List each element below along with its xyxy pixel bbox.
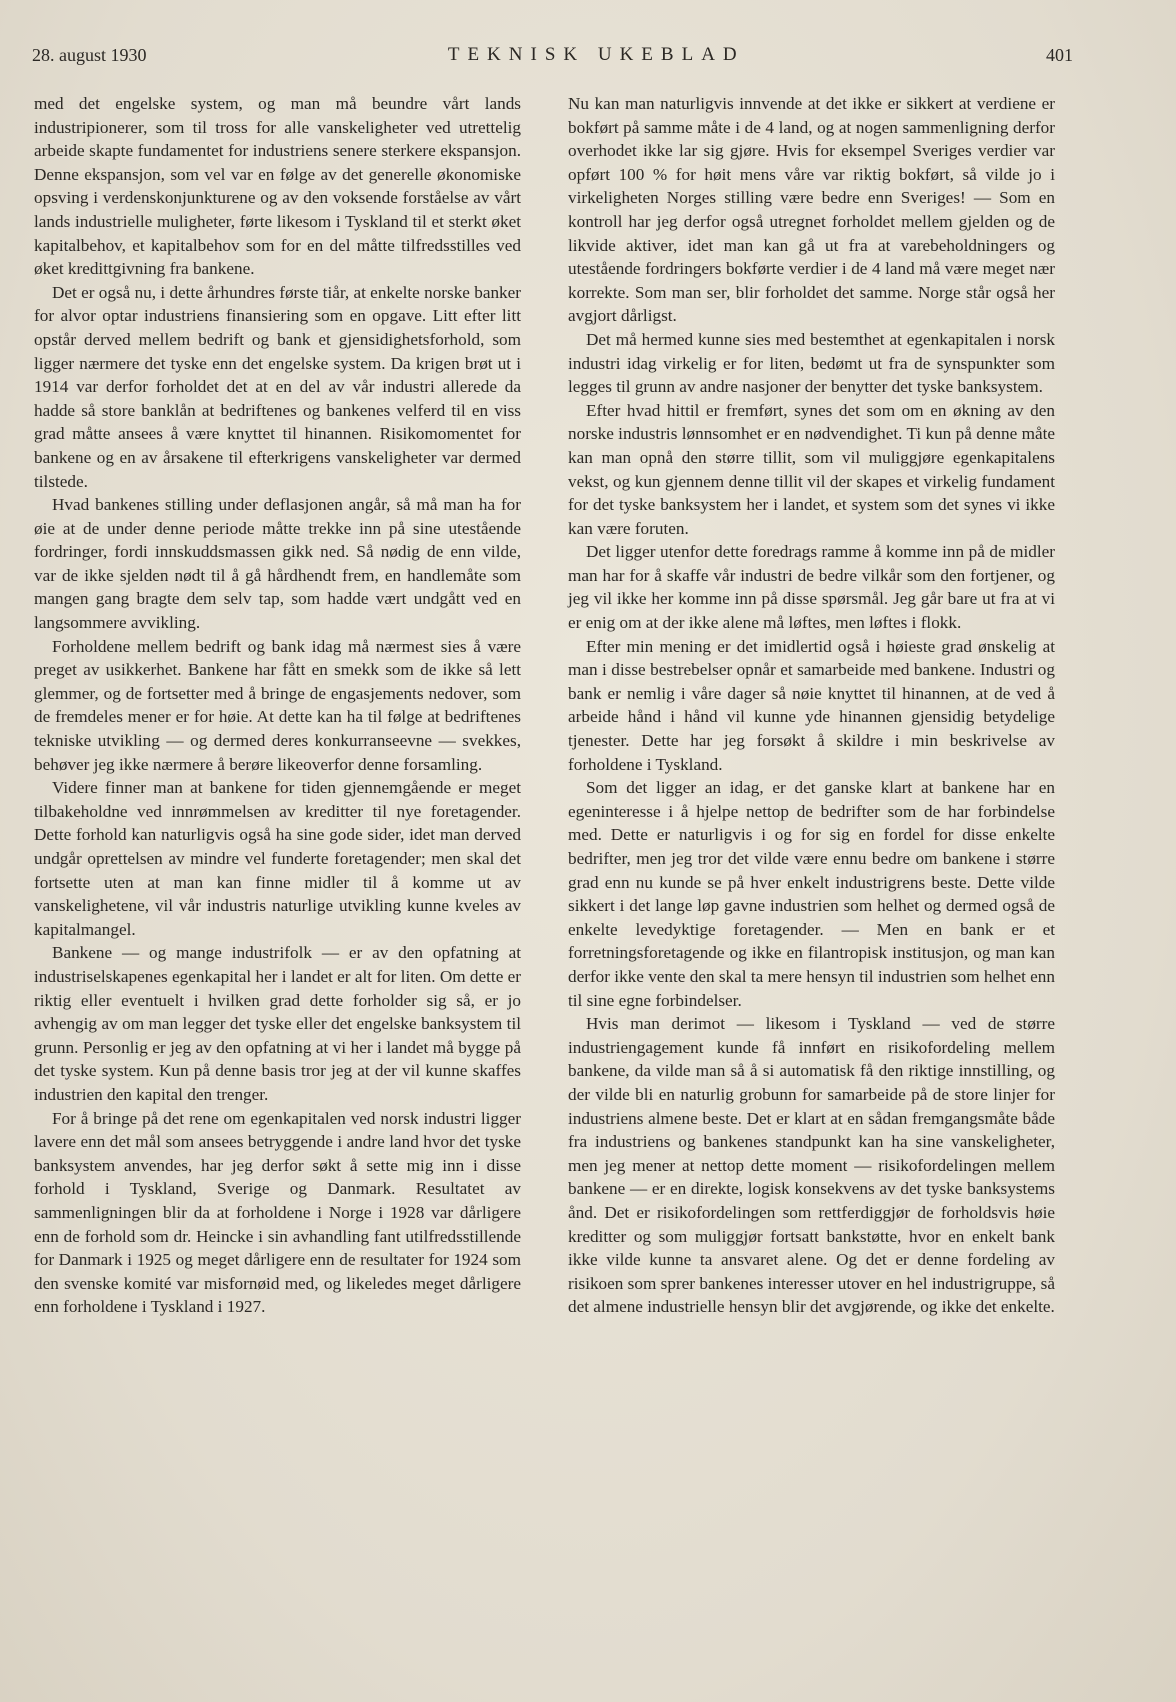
paragraph: Det må hermed kunne sies med bestemthet at egenkapitalen i norsk industri idag virkelig er for liten, bedømt ut fra de synspunkter som legges til grunn av andre nasjoner der benytter det tyske banksystem. bbox=[568, 329, 1055, 397]
paragraph: Efter min mening er det imidlertid også i høieste grad ønskelig at man i disse bestrebelser opnår et samarbeide med bankene. Industri og bank er nemlig i våre dager så nøie knyttet til hinannen, at de ved å arbeide hånd i hånd vil kunne yde hinannen gjensidig betydelige tjenester. Dette har jeg forsøkt å skildre i min beskrivelse av forholdene i Tyskland. bbox=[568, 636, 1055, 774]
paragraph: med det engelske system, og man må beundre vårt lands industripionerer, som til tross for alle vanskeligheter ved utrettelig arbeide skapte fundamentet for industriens senere sterkere ekspansjon. Denne ekspansjon, som vel var en følge av det generelle økonomiske opsving i verdenskonjunkturene og av den voksende forståelse av vårt lands industrielle muligheter, førte likesom i Tyskland til et sterkt øket kapitalbehov, et kapitalbehov som for en del måtte tilfredsstilles ved øket kredittgivning fra bankene. bbox=[34, 94, 521, 279]
page-header bbox=[32, 42, 1073, 68]
paragraph: Videre finner man at bankene for tiden gjennemgående er meget tilbakeholdne ved innrømmelsen av kreditter til nye foretagender. Dette forhold kan naturligvis også ha sine gode sider, idet man derved undgår oprettelsen av mindre vel funderte foretagender; men skal det fortsette uten at man kan finne midler til å komme ut av vanskelighetene, vil vår industris naturlige utvikling kunne kveles av kapitalmangel. bbox=[34, 778, 521, 939]
paragraph: Bankene — og mange industrifolk — er av den opfatning at industriselskapenes egenkapital her i landet er alt for liten. Om dette er riktig eller eventuelt i hvilken grad dette forholder sig så, er jo avhengig av om man legger det tyske eller det engelske banksystem til grunn. Personlig er jeg av den opfatning at vi her i landet må bygge på det tyske system. Kun på denne basis tror jeg at der vil kunne skaffes industrien den kapital den trenger. bbox=[34, 943, 521, 1104]
left-column bbox=[34, 92, 521, 1319]
right-column bbox=[568, 92, 1055, 1319]
issue-date: 28. august 1930 bbox=[32, 44, 147, 65]
paragraph: Forholdene mellem bedrift og bank idag må nærmest sies å være preget av usikkerhet. Bankene har fått en smekk som de ikke så lett glemmer, og de fortsetter med å bringe de engasjements nedover, som de fremdeles mener er for høie. At dette kan ha til følge at bedriftenes tekniske utvikling — og dermed deres konkurranseevne — svekkes, behøver jeg ikke nærmere å berøre likeoverfor denne forsamling. bbox=[34, 636, 521, 774]
paragraph: Hvis man derimot — likesom i Tyskland — ved de større industriengagement kunde få innført en risikofordeling mellem bankene, da vilde man så å si automatisk få den riktige innstilling, og der vilde bli en naturlig grobunn for samarbeide på de store linjer for industriens almene beste. Det er klart at en sådan fremgangsmåte både fra industriens og bankenes standpunkt kan ha sine vanskeligheter, men jeg mener at nettop dette moment — risikofordelingen mellem bankene — er en direkte, logisk konsekvens av det tyske banksystems ånd. Det er risikofordelingen som rettferdiggjør de forholdsvis høie kreditter og som muliggjør fortsatt bankstøtte, hvor en enkelt bank ikke vilde kunne ta ansvaret alene. Og det er denne fordeling av risikoen som sprer bankenes interesser utover en hel industrigruppe, så det almene industrielle hensyn blir det avgjørende, og ikke det enkelte. bbox=[568, 1014, 1055, 1317]
paragraph: Efter hvad hittil er fremført, synes det som om en økning av den norske industris lønnsomhet er en nødvendighet. Ti kun på denne måte kan man opnå den større tillit, som vil muliggjøre egenkapitalens vekst, og kun gjennem denne tillit vil der skapes et virkelig fundament for det tyske banksystem her i landet, et system som det synes vi ikke kan være foruten. bbox=[568, 400, 1055, 538]
journal-title: TEKNISK UKEBLAD bbox=[447, 44, 745, 65]
page-number: 401 bbox=[1045, 44, 1073, 65]
paragraph: Det er også nu, i dette århundres første tiår, at enkelte norske banker for alvor optar industriens finansiering som en opgave. Litt efter litt opstår derved mellem bedrift og bank et gjensidighetsforhold, som ligger nærmere det tyske enn det engelske system. Da krigen brøt ut i 1914 var derfor forholdet det at en del av vår industri allerede da hadde så store banklån at bedriftenes og bankenes velferd til en viss grad måtte ansees å være knyttet til hinannen. Risikomomentet for bankene og en av årsakene til efterkrigens vanskeligheter var dermed tilstede. bbox=[34, 282, 521, 491]
paragraph: Som det ligger an idag, er det ganske klart at bankene har en egeninteresse i å hjelpe nettop de bedrifter som de har forbindelse med. Dette er naturligvis i og for sig en fordel for disse enkelte bedrifter, men jeg tror det vilde være ennu bedre om bankene i større grad enn nu kunde se på hver enkelt industrigrens beste. Dette vilde sikkert i det lange løp gavne industrien som helhet og dermed også de enkelte levedyktige foretagender. — Men en bank er et forretningsforetagende og ikke en filantropisk institusjon, og man kan derfor ikke vente den skal ta mere hensyn til industrien som helhet enn til sine egne forbindelser. bbox=[568, 778, 1055, 1010]
paragraph: Nu kan man naturligvis innvende at det ikke er sikkert at verdiene er bokført på samme måte i de 4 land, og at nogen sammenligning derfor overhodet ikke lar sig gjøre. Hvis for eksempel Sveriges verdier var opført 100 % for høit mens våre var riktig bokført, så vilde jo i virkeligheten Norges stilling være bedre enn Sveriges! — Som en kontroll har jeg derfor også utregnet forholdet mellem gjelden og de likvide aktiver, idet man kan gå ut fra at varebeholdningers og utestående fordringers bokførte verdier i de 4 land må være meget nær korrekte. Som man ser, blir forholdet det samme. Norge står også her avgjort dårligst. bbox=[568, 94, 1055, 326]
paragraph: Det ligger utenfor dette foredrags ramme å komme inn på de midler man har for å skaffe vår industri de bedre vilkår som den fortjener, og jeg vil ikke her komme inn på disse spørsmål. Jeg går bare ut fra at vi er enig om at der ikke alene må løftes, men løftes i flokk. bbox=[568, 542, 1055, 633]
paragraph: Hvad bankenes stilling under deflasjonen angår, så må man ha for øie at de under denne periode måtte trekke inn på sine utestående fordringer, fordi innskuddsmassen gikk ned. Så nødig de enn vilde, var de ikke sjelden nødt til å gå hårdhendt frem, en handlemåte som mangen gang bragte dem selv tap, som hadde vært undgått ved en langsommere avvikling. bbox=[34, 495, 521, 633]
paragraph: For å bringe på det rene om egenkapitalen ved norsk industri ligger lavere enn det mål som ansees betryggende i andre land hvor det tyske banksystem anvendes, har jeg derfor søkt å sette mig inn i disse forhold i Tyskland, Sverige og Danmark. Resultatet av sammenligningen blir da at forholdene i Norge i 1928 var dårligere enn de forhold som dr. Heincke i sin avhandling fant utilfredsstillende for Danmark i 1925 og meget dårligere enn de resultater for 1924 som den svenske komité var misfornøid med, og likeledes meget dårligere enn forholdene i Tyskland i 1927. bbox=[34, 1108, 521, 1317]
